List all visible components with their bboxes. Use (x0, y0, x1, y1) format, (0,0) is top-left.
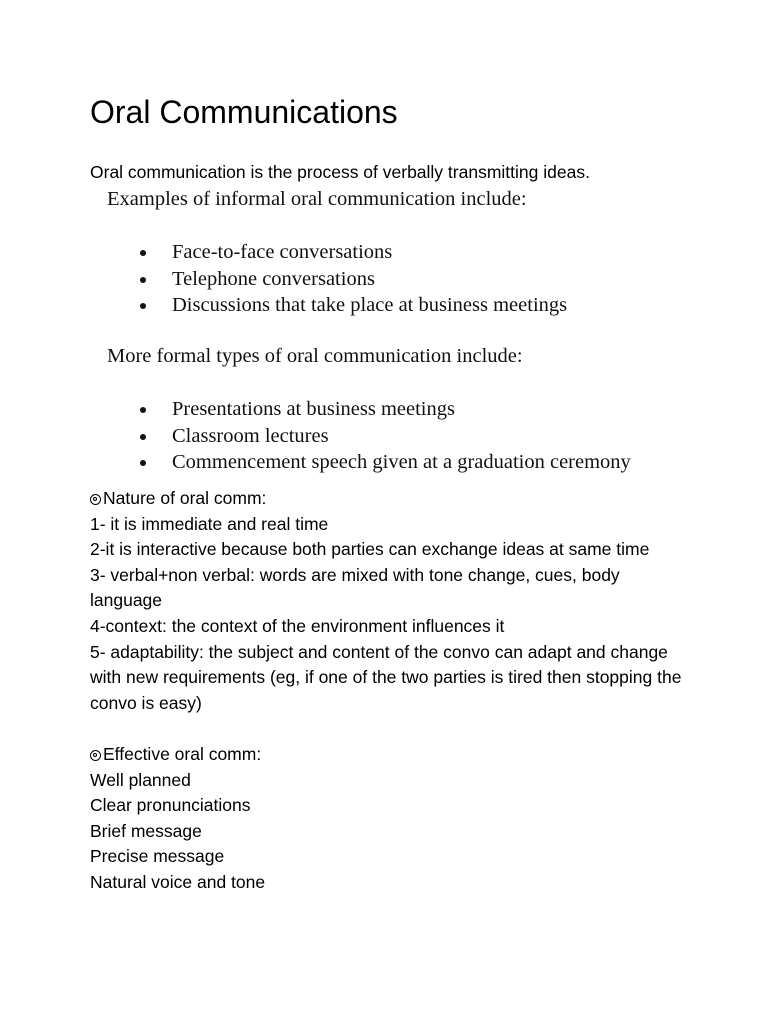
notes-section (90, 486, 690, 896)
bullseye-icon (90, 494, 101, 505)
bullet-icon (140, 460, 146, 466)
effective-point: Well planned (90, 769, 191, 790)
nature-heading-text: Nature of oral comm: (103, 488, 267, 508)
bullet-icon (140, 407, 146, 413)
page-title: Oral Communications (90, 94, 398, 130)
intro-paragraph: Oral communication is the process of verbally transmitting ideas. (90, 162, 590, 182)
nature-heading (90, 486, 690, 512)
list-item-text: Presentations at business meetings (172, 398, 455, 420)
bullseye-icon (90, 750, 101, 761)
informal-list (107, 239, 567, 319)
list-item-text: Discussions that take place at business meetings (172, 294, 568, 316)
list-item (107, 449, 631, 476)
list-item-text: Classroom lectures (172, 424, 329, 447)
list-item (107, 266, 567, 293)
spacer (90, 716, 690, 742)
list-item (107, 239, 567, 266)
formal-section (107, 343, 631, 476)
effective-point: Precise message (90, 846, 225, 867)
nature-point: 4-context: the context of the environment influences it (90, 615, 505, 636)
bullet-icon (140, 277, 146, 283)
informal-section (107, 186, 567, 319)
nature-point: 3- verbal+non verbal: words are mixed with tone change, cues, body language (90, 564, 620, 611)
bullet-icon (140, 434, 146, 440)
bullet-icon (140, 250, 146, 256)
nature-point: 1- it is immediate and real time (90, 513, 329, 534)
informal-heading: Examples of informal oral communication include: (107, 188, 527, 210)
nature-point: 2-it is interactive because both parties can exchange ideas at same time (90, 539, 650, 560)
effective-point: Brief message (90, 820, 202, 841)
effective-heading-text: Effective oral comm: (103, 743, 262, 764)
list-item (107, 423, 631, 450)
effective-point: Clear pronunciations (90, 795, 251, 816)
list-item (107, 396, 631, 423)
bullet-icon (140, 303, 146, 309)
list-item-text: Face-to-face conversations (172, 241, 393, 263)
list-item-text: Telephone conversations (172, 267, 375, 290)
list-item-text: Commencement speech given at a graduation ceremony (172, 451, 631, 473)
nature-point: 5- adaptability: the subject and content of the convo can adapt and change with new requirements (eg, if one of the two parties is tired then stopping the convo is easy) (90, 641, 682, 713)
formal-list (107, 396, 631, 476)
formal-heading: More formal types of oral communication include: (107, 345, 523, 367)
effective-heading (90, 742, 690, 768)
list-item (107, 292, 567, 319)
effective-point: Natural voice and tone (90, 871, 266, 892)
